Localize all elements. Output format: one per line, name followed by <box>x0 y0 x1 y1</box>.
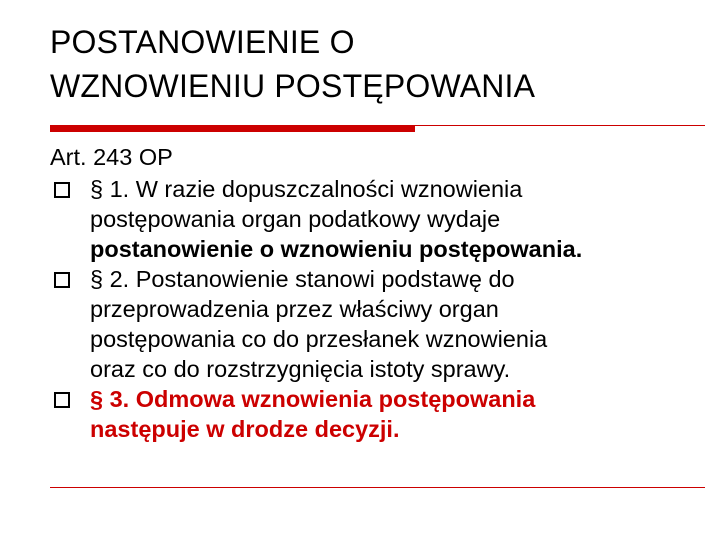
slide-title <box>50 20 710 108</box>
item-1-line-2: postępowania organ podatkowy wydaje <box>90 206 501 232</box>
bottom-rule <box>50 487 705 488</box>
title-rule-thin <box>415 125 705 126</box>
title-line-1: POSTANOWIENIE O <box>50 24 355 60</box>
item-2-line-2: przeprowadzenia przez właściwy organ <box>90 296 499 322</box>
item-3-line-2: następuje w drodze decyzji. <box>90 416 400 442</box>
slide-body <box>50 142 720 444</box>
item-2-line-1: § 2. Postanowienie stanowi podstawę do <box>90 266 515 292</box>
title-line-2: WZNOWIENIU POSTĘPOWANIA <box>50 68 536 104</box>
item-1-line-1: § 1. W razie dopuszczalności wznowienia <box>90 176 523 202</box>
item-2-line-4: oraz co do rozstrzygnięcia istoty sprawy. <box>90 356 511 382</box>
list-item-paragraph-3 <box>50 384 720 444</box>
list-item-paragraph-2 <box>50 264 720 384</box>
title-rule-thick <box>50 125 415 132</box>
square-bullet-icon <box>54 272 70 288</box>
item-1-bold-line: postanowienie o wznowieniu postępowania. <box>90 236 583 262</box>
square-bullet-icon <box>54 182 70 198</box>
square-bullet-icon <box>54 392 70 408</box>
item-3-line-1: § 3. Odmowa wznowienia postępowania <box>90 386 536 412</box>
article-heading: Art. 243 OP <box>50 144 173 170</box>
list-item-paragraph-1 <box>50 174 720 264</box>
item-2-line-3: postępowania co do przesłanek wznowienia <box>90 326 548 352</box>
